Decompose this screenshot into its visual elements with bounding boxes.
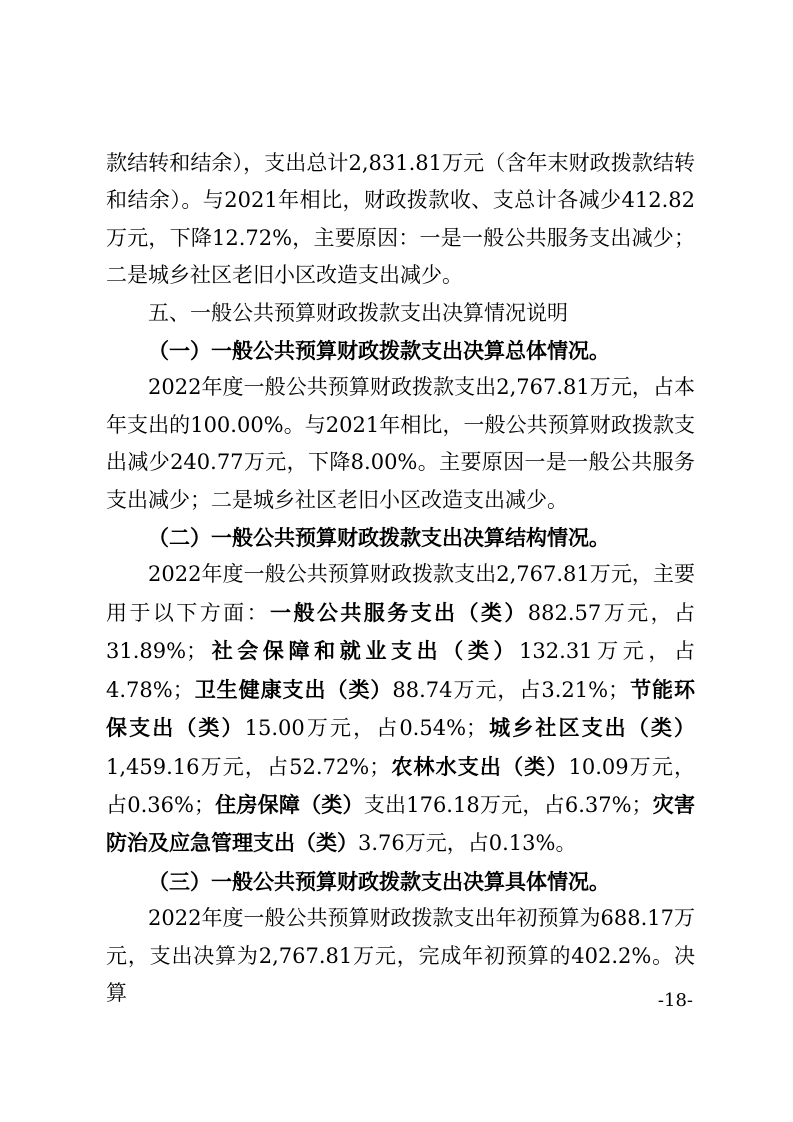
subsection-1-paragraph: 2022年度一般公共预算财政拨款支出2,767.81万元，占本年支出的100.00%。与2021年相比，一般公共预算财政拨款支出减少240.77万元，下降8.00%。主要原因一是一般公共服务支出减少；二是城乡社区老旧小区改造支出减少。 (106, 375, 695, 512)
subsection-1-heading: （一）一般公共预算财政拨款支出决算总体情况。 (148, 338, 610, 364)
item-label: 社会保障和就业支出（类） (207, 638, 520, 664)
item-value: 1,459.16万元，占52.72%； (106, 754, 391, 779)
item-label: 一般公共服务支出（类） (270, 599, 528, 625)
item-value: 15.00万元，占0.54%； (244, 716, 488, 741)
subsection-3-heading: （三）一般公共预算财政拨款支出决算具体情况。 (148, 868, 610, 894)
section-heading: 五、一般公共预算财政拨款支出决算情况说明 (148, 300, 568, 325)
item-value: 882.57万元，占31.89%； (106, 600, 696, 664)
item-label: 住房保障（类） (214, 791, 364, 817)
item-value: 132.31万元，占4.78%； (106, 639, 695, 702)
subsection-2-heading: （二）一般公共预算财政拨款支出决算结构情况。 (148, 525, 610, 551)
document-body (106, 145, 695, 1012)
item-value: 支出176.18万元，占6.37%； (363, 792, 653, 817)
subsection-2-paragraph (106, 556, 695, 862)
item-label: 灾害防治及应急管理支出（类） (106, 791, 695, 856)
item-value: 88.74万元，占3.21%； (392, 677, 630, 702)
page-number: -18- (657, 990, 693, 1011)
item-value: 10.09万元，占0.36%； (106, 754, 696, 817)
item-value: 3.76万元，占0.13%。 (358, 831, 577, 856)
item-label: 节能环保支出（类） (106, 676, 695, 741)
subsection-3-paragraph: 2022年度一般公共预算财政拨款支出年初预算为688.17万元，支出决算为2,767.81万元，完成年初预算的402.2%。决算 (106, 906, 695, 1005)
item-label: 卫生健康支出（类） (193, 676, 393, 702)
intro-paragraph: 款结转和结余），支出总计2,831.81万元（含年末财政拨款结转和结余）。与2021年相比，财政拨款收、支总计各减少412.82万元，下降12.72%，主要原因：一是一般公共服务支出减少；二是城乡社区老旧小区改造支出减少。 (106, 151, 695, 288)
subsection-2-lead: 2022年度一般公共预算财政拨款支出2,767.81万元，主要用于以下方面： (106, 562, 695, 625)
item-label: 农林水支出（类） (390, 753, 569, 779)
item-label: 城乡社区支出（类） (487, 715, 696, 741)
